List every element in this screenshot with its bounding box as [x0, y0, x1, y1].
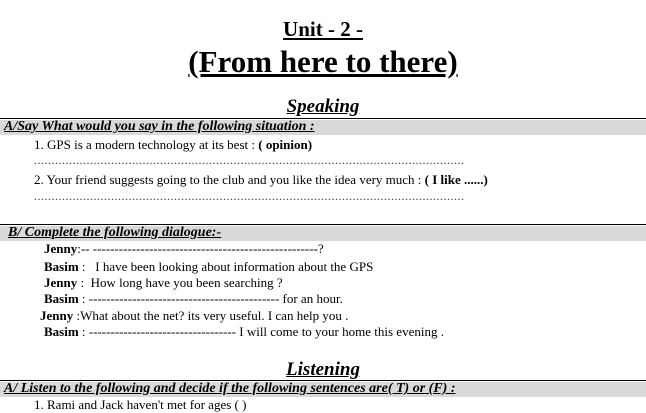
dialogue-line: Basim : -------------------------------------------- for an hour.	[44, 291, 343, 306]
listening-heading: Listening	[286, 359, 360, 380]
listening-a-title: A/ Listen to the following and decide if the following sentences are( T) or (F) :	[4, 381, 456, 396]
dialogue-line: Basim : ---------------------------------- I will come to your home this evening .	[44, 324, 444, 339]
listening-question-1: 1. Rami and Jack haven't met for ages ( )	[34, 397, 247, 412]
dialogue-line: Jenny:-- ----------------------------------------------------?	[44, 241, 324, 256]
dialogue-line: Jenny : How long have you been searching ?	[44, 275, 283, 290]
section-a-title: A/Say What would you say in the following situation :	[4, 119, 315, 134]
dialogue-line: Basim : I have been looking about information about the GPS	[44, 259, 374, 274]
question-1: 1. GPS is a modern technology at its best : ( opinion)	[34, 137, 313, 152]
page-title: (From here to there)	[188, 44, 458, 79]
section-b-title: B/ Complete the following dialogue:-	[8, 225, 222, 240]
answer-line-2[interactable]: ...........................................................................................................................	[34, 189, 465, 203]
answer-line-1[interactable]: ...........................................................................................................................	[34, 153, 465, 167]
dialogue-line: Jenny :What about the net? its very useful. I can help you .	[40, 308, 349, 323]
question-2: 2. Your friend suggests going to the club and you like the idea very much : ( I like ......)	[34, 172, 488, 187]
unit-label: Unit - 2 -	[283, 17, 363, 41]
speaking-heading: Speaking	[286, 96, 360, 117]
